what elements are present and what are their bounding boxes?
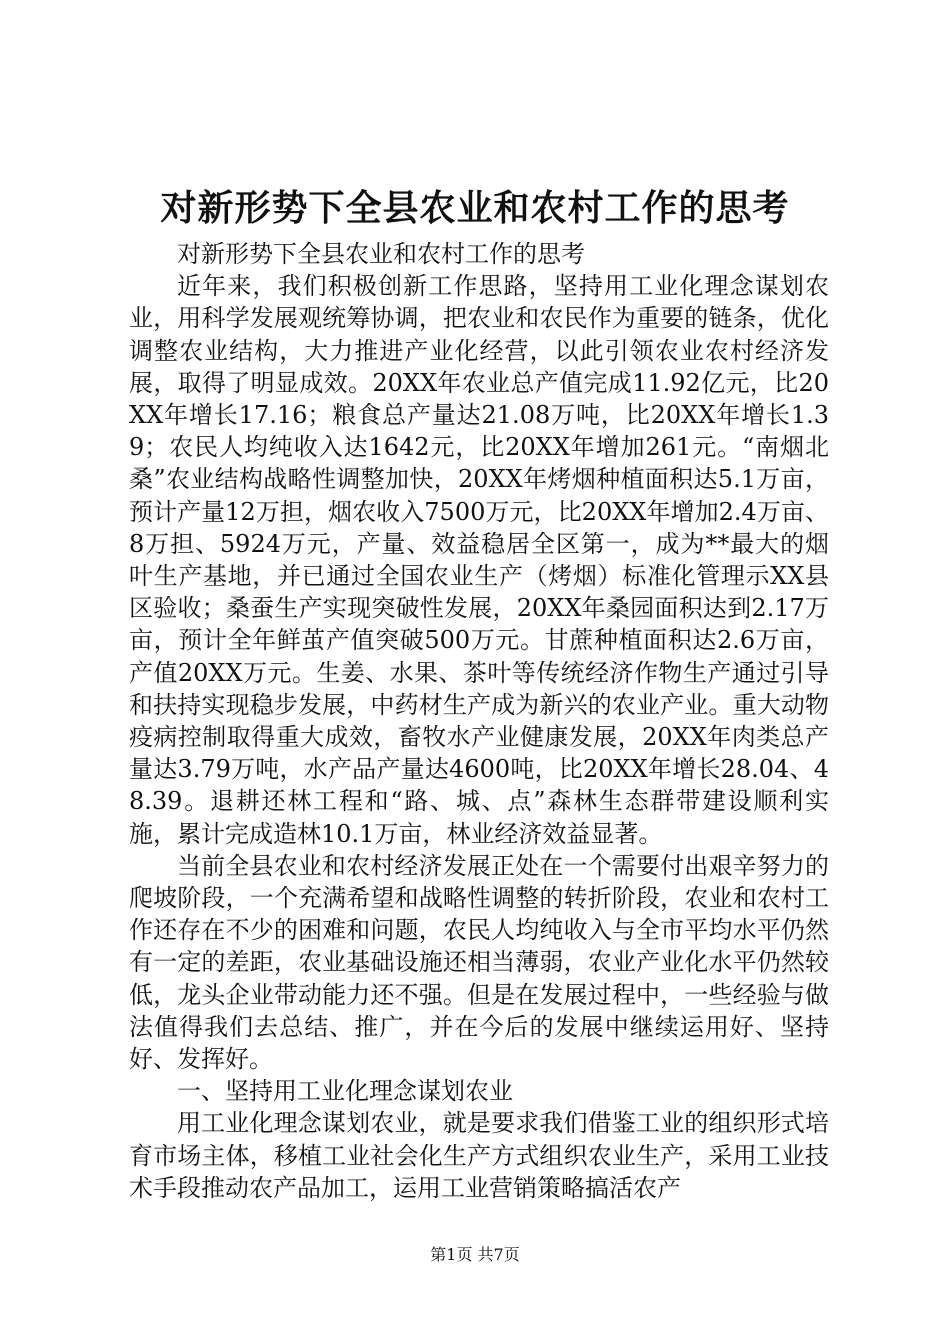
body-paragraph: 当前全县农业和农村经济发展正处在一个需要付出艰辛努力的爬坡阶段，一个充满希望和战略性调整的转折阶段，农业和农村工作还存在不少的困难和问题，农民人均纯收入与全市平均水平仍然有一定的差距，农业基础设施还相当薄弱，农业产业化水平仍然较低，龙头企业带动能力还不强。但是在发展过程中，一些经验与做法值得我们去总结、推广，并在今后的发展中继续运用好、坚持好、发挥好。 bbox=[129, 851, 829, 1074]
document-title: 对新形势下全县农业和农村工作的思考 bbox=[160, 187, 790, 229]
subtitle-paragraph: 对新形势下全县农业和农村工作的思考 bbox=[177, 240, 585, 268]
section-heading: 一、坚持用工业化理念谋划农业 bbox=[177, 1077, 513, 1106]
body-paragraph: 用工业化理念谋划农业，就是要求我们借鉴工业的组织形式培育市场主体，移植工业社会化生产方式组织农业生产，采用工业技术手段推动农产品加工，运用工业营销策略搞活农产 bbox=[129, 1109, 829, 1202]
document-body bbox=[129, 238, 829, 1204]
page-footer: 第1页 共7页 bbox=[430, 1245, 520, 1264]
body-paragraph: 近年来，我们积极创新工作思路，坚持用工业化理念谋划农业，用科学发展观统筹协调，把农业和农民作为重要的链条，优化调整农业结构，大力推进产业化经营，以此引领农业农村经济发展，取得了明显成效。20XX年农业总产值完成11.92亿元，比20XX年增长17.16；粮食总产量达21.08万吨，比20XX年增长1.39；农民人均纯收入达1642元，比20XX年增加261元。“南烟北桑”农业结构战略性调整加快，20XX年烤烟种植面积达5.1万亩，预计产量12万担，烟农收入7500万元，比20XX年增加2.4万亩、8万担、5924万元，产量、效益稳居全区第一，成为**最大的烟叶生产基地，并已通过全国农业生产（烤烟）标准化管理示XX县区验收；桑蚕生产实现突破性发展，20XX年桑园面积达到2.17万亩，预计全年鲜茧产值突破500万元。甘蔗种植面积达2.6万亩，产值20XX万元。生姜、水果、茶叶等传统经济作物生产通过引导和扶持实现稳步发展，中药材生产成为新兴的农业产业。重大动物疫病控制取得重大成效，畜牧水产业健康发展，20XX年肉类总产量达3.79万吨，水产品产量达4600吨，比20XX年增长28.04、48.39。退耕还林工程和“路、城、点”森林生态群带建设顺利实施，累计完成造林10.1万亩，林业经济效益显著。 bbox=[129, 272, 829, 848]
